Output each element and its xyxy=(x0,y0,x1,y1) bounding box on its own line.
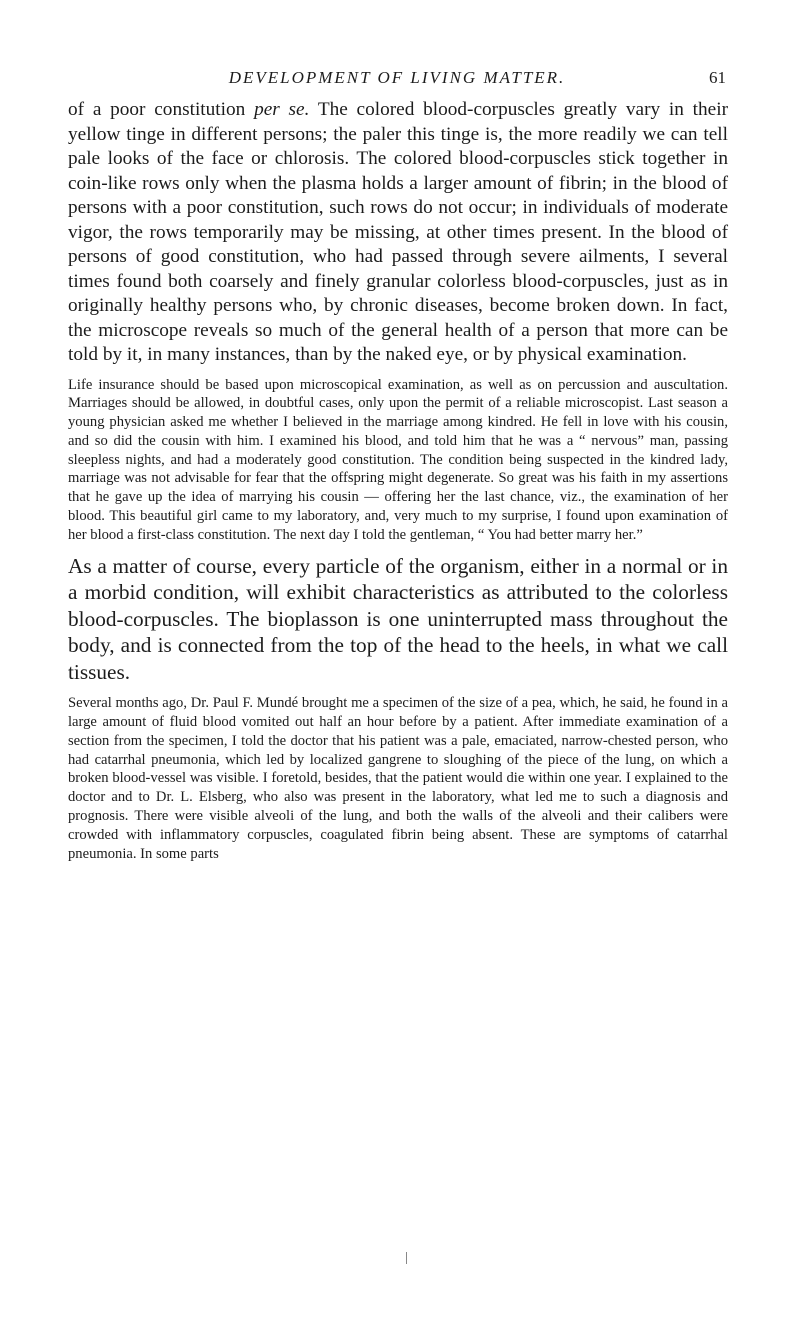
paragraph-continuation: The colored blood-corpuscles greatly vary in their yellow tinge in different persons; the paler this tinge is, the more readily we can tell pale looks of the face or chlorosis. The colored blood-corpuscles stick together in coin-like rows only when the plasma holds a larger amount of fibrin; in the blood of persons with a poor constitution, such rows do not occur; in individuals of moderate vigor, the rows temporarily may be missing, at other times present. In the blood of persons of good constitution, who had passed through severe ailments, I several times found both coarsely and finely granular colorless blood-corpuscles, just as in originally healthy persons who, by chronic diseases, become broken down. In fact, the microscope reveals so much of the general health of a person that more can be told by it, in many instances, than by the naked eye, or by physical examination. xyxy=(68,99,729,365)
paragraph-bioplasson: As a matter of course, every particle of the organism, either in a normal or in a morbid condition, will exhibit characteristics as attributed to the colorless blood-corpuscles. The bioplasson is one uninterrupted mass throughout the body, and is connected from the top of the head to the heels, in what we call tissues. xyxy=(68,553,728,684)
page-number: 61 xyxy=(709,68,726,87)
paragraph-constitution xyxy=(68,98,728,368)
latin-emphasis: per se. xyxy=(254,99,310,120)
paragraph-specimen-case: Several months ago, Dr. Paul F. Mundé brought me a specimen of the size of a pea, which, he said, he found in a large amount of fluid blood vomited out half an hour before by a patient. After immediate examination of a section from the specimen, I told the doctor that his patient was a pale, emaciated, narrow-chested person, who had catarrhal pneumonia, which led by localized gangrene to sloughing of the piece of the lung, on which a broken blood-vessel was visible. I foretold, besides, that the patient would die within one year. I explained to the doctor and to Dr. L. Elsberg, who also was present in the laboratory, what led me to such a diagnosis and prognosis. There were visible alveoli of the lung, and both the walls of the alveoli and their calibers were crowded with inflammatory corpuscles, coagulated fibrin being absent. These are symptoms of catarrhal pneumonia. In some parts xyxy=(68,695,728,862)
body-text xyxy=(68,98,728,871)
paragraph-lead: of a poor constitution xyxy=(68,99,255,120)
page-mark xyxy=(406,1252,407,1264)
page-header xyxy=(68,68,726,96)
paragraph-life-insurance: Life insurance should be based upon microscopical examination, as well as on percussion and auscultation. Marriages should be allowed, in doubtful cases, only upon the permit of a reliable microscopist. Last season a young physician asked me whether I believed in the marriage among kindred. He fell in love with his cousin, and so did the cousin with him. I examined his blood, and told him that he was a “ nervous” man, passing sleepless nights, and had a moderately good constitution. The condition being suspected in the kindred lady, marriage was not advisable for fear that the offspring might degenerate. So great was his faith in my assertions that he gave up the idea of marrying his cousin — offering her the last chance, viz., the examination of her blood. This beautiful girl came to my laboratory, and, very much to my surprise, I found upon examination of her blood a first-class constitution. The next day I told the gentleman, “ You had better marry her.” xyxy=(68,376,728,543)
running-title: DEVELOPMENT OF LIVING MATTER. xyxy=(228,68,566,87)
